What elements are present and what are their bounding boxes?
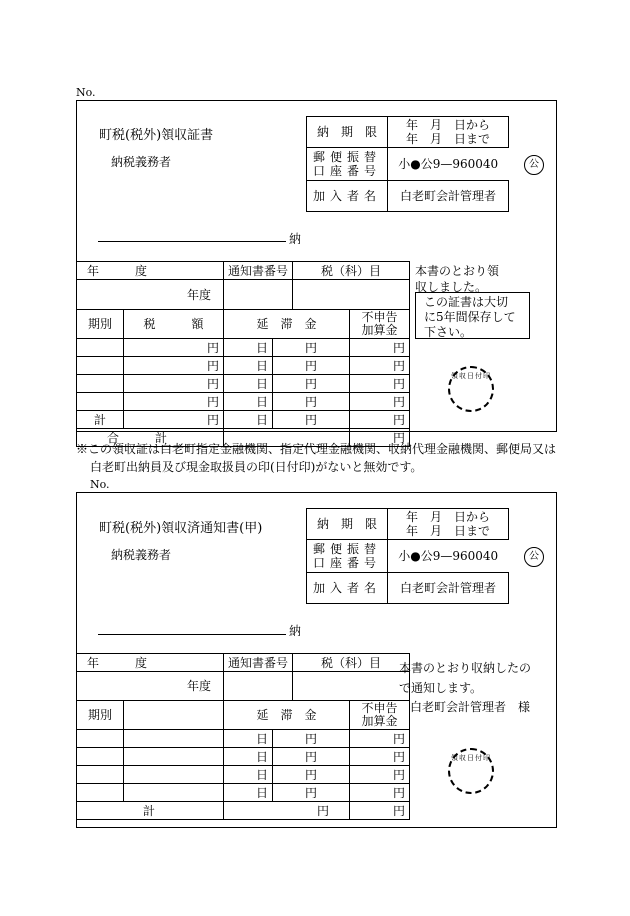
public-mark-icon: 公: [524, 155, 544, 175]
table-row: 日 円 円: [77, 766, 410, 784]
header-declaration: 不申告 加算金: [350, 701, 410, 730]
table-row: 日 円 円: [77, 748, 410, 766]
subscriber-label: 加入者名: [307, 573, 388, 604]
notice-message: 本書のとおり収納したの で通知します。: [399, 661, 532, 695]
due-to: 年 月 日まで: [405, 524, 490, 538]
payer-suffix: 納: [289, 624, 302, 638]
receipt-tax-table: [76, 261, 410, 447]
header-delay: 延 滞 金: [224, 310, 350, 339]
notice-title: 町税(税外)領収済通知書(甲): [99, 521, 263, 536]
receipt-no-label: No.: [76, 86, 96, 99]
due-value: [388, 509, 509, 540]
item-cell: [293, 280, 410, 310]
subscriber-name: 白老町会計管理者: [388, 181, 509, 212]
header-blank: [124, 701, 224, 730]
account-label: 郵便振替 口座番号: [307, 148, 388, 181]
header-declaration: 不申告 加算金: [350, 310, 410, 339]
notice-no-cell: [224, 280, 293, 310]
header-delay: 延 滞 金: [224, 701, 350, 730]
table-row: 日 円 円: [77, 730, 410, 748]
header-tax-amount: 税 額: [124, 310, 224, 339]
account-number: 小●公9—960040: [388, 148, 509, 181]
notice-taxpayer-label: 納税義務者: [111, 548, 172, 562]
due-to: 年 月 日まで: [405, 132, 490, 146]
due-label: 納 期 限: [307, 509, 388, 540]
grand-total-row: 合 計 円: [77, 429, 410, 447]
header-item: 税（科）目: [293, 654, 410, 672]
receipt-taxpayer-label: 納税義務者: [111, 155, 172, 169]
notice-tax-table: [76, 653, 410, 820]
receipt-info-table: [306, 116, 509, 212]
account-label: 郵便振替 口座番号: [307, 540, 388, 573]
payer-signature-line: [98, 241, 286, 242]
account-number: 小●公9—960040: [388, 540, 509, 573]
notice-no-label: No.: [90, 478, 110, 491]
due-label: 納 期 限: [307, 117, 388, 148]
receipt-note-line2: 白老町出納員及び現金取扱員の印(日付印)がないと無効です。: [90, 460, 423, 474]
item-cell: [293, 672, 410, 701]
subscriber-name: 白老町会計管理者: [388, 573, 509, 604]
header-notice-no: 通知書番号: [224, 654, 293, 672]
date-stamp-icon: 領収日付印: [448, 366, 494, 412]
table-row: 日 円 円: [77, 784, 410, 802]
public-mark-icon: 公: [524, 547, 544, 567]
notice-info-table: [306, 508, 509, 604]
due-value: [388, 117, 509, 148]
keep-note-box: この証書は大切 に5年間保存して 下さい。: [415, 292, 530, 339]
total-row: 計 円 円: [77, 802, 410, 820]
subtotal-row: 計 円 日 円 円: [77, 411, 410, 429]
table-row: 円 日 円 円: [77, 339, 410, 357]
payer-signature-line: [98, 634, 286, 635]
table-row: 円 日 円 円: [77, 393, 410, 411]
receipt-note-line1: ※この領収証は白老町指定金融機関、指定代理金融機関、収納代理金融機関、郵便局又は: [76, 442, 557, 456]
due-from: 年 月 日から: [405, 118, 490, 132]
receipt-title: 町税(税外)領収証書: [99, 128, 214, 143]
date-stamp-icon: 領収日付印: [448, 748, 494, 794]
payer-suffix: 納: [289, 232, 302, 246]
table-row: 円 日 円 円: [77, 375, 410, 393]
header-period: 期別: [77, 701, 124, 730]
header-item: 税（科）目: [293, 262, 410, 280]
due-from: 年 月 日から: [405, 510, 490, 524]
header-period: 期別: [77, 310, 124, 339]
header-notice-no: 通知書番号: [224, 262, 293, 280]
notice-addressee: 白老町会計管理者 様: [410, 700, 531, 714]
receipt-message: 本書のとおり領 収しました。: [415, 264, 500, 294]
year-cell: 年度: [77, 280, 224, 310]
year-cell: 年度: [77, 672, 224, 701]
notice-no-cell: [224, 672, 293, 701]
table-row: 円 日 円 円: [77, 357, 410, 375]
header-year: 年 度: [77, 262, 224, 280]
subscriber-label: 加入者名: [307, 181, 388, 212]
header-year: 年 度: [77, 654, 224, 672]
